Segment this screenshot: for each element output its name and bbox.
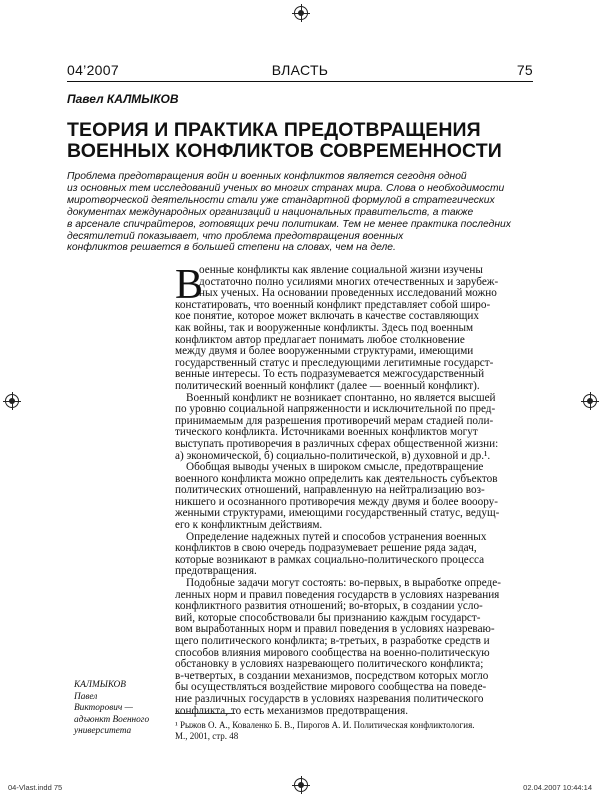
- abstract-line: конфликтов решается в большей степени на словах, чем на деле.: [67, 242, 396, 254]
- abstract-line: миротворческой деятельности стали уже стандартной формулой в стратегических: [67, 194, 495, 206]
- footnote-rule: [175, 713, 235, 714]
- body-line: венные интересы. То есть подразумевается межгосударственный: [175, 368, 485, 381]
- footnote-line: М., 2001, стр. 48: [175, 730, 239, 741]
- body-line: Военный конфликт не возникает спонтанно, но является высшей: [186, 391, 496, 404]
- body-line: конфликтного развития отношений; во-вторых, в создании усло-: [175, 600, 483, 613]
- body-line: предотвращения.: [175, 565, 257, 578]
- abstract-line: из основных тем исследований ученых во многих странах мира. Слова о необходимости: [67, 182, 505, 194]
- body-line: констатировать, что военный конфликт представляет собой широ-: [175, 298, 491, 311]
- body-line: Подобные задачи могут состоять: во-первых, в выработке опреде-: [186, 577, 501, 590]
- body-line: политических отношений, направленную на нейтрализацию воз-: [175, 484, 485, 497]
- body-line: государственный статус и преследующими легитимные государст-: [175, 356, 494, 369]
- abstract-line: Проблема предотвращения войн и военных конфликтов является сегодня одной: [67, 171, 467, 182]
- page-number: 75: [516, 62, 533, 78]
- author-name: Павел КАЛМЫКОВ: [67, 92, 179, 106]
- body-line: конфликтом автор предлагает понимать любое столкновение: [175, 333, 465, 346]
- body-line: вом выработанных норм и правил поведения в условиях назреваю-: [175, 623, 495, 636]
- paragraph: [175, 262, 533, 393]
- sidebar-line: адъюнкт Военного: [74, 714, 150, 725]
- sidebar-line: университета: [74, 726, 132, 737]
- registration-mark-bottom: [294, 778, 308, 792]
- title-line: ВОЕННЫХ КОНФЛИКТОВ СОВРЕМЕННОСТИ: [67, 140, 502, 162]
- body-line: вий, которые способствовали бы признанию каждым государст-: [175, 611, 481, 624]
- body-line: кое понятие, которое может включать в качестве составляющих: [175, 310, 479, 323]
- body-line: обстановку в условиях назревающего политического конфликта;: [175, 658, 484, 671]
- body-line: между двумя и более вооруженными структурами, имеющими: [175, 345, 474, 358]
- body-line: которые возникают в рамках социально-политического процесса: [175, 553, 485, 566]
- registration-mark-top: [294, 6, 308, 20]
- body-line: конфликтов в свою очередь подразумевает решение ряда задач,: [175, 542, 477, 555]
- registration-mark-left: [5, 394, 19, 408]
- body-line: а) экономической, б) социально-политической, в) духовной и др.¹.: [175, 449, 491, 462]
- body-line: женными структурами, имеющими государственный статус, ведущ-: [175, 507, 500, 520]
- article-title: [67, 120, 560, 162]
- body-line: ных ученых. На основании проведенных исследований можно: [199, 287, 497, 300]
- body-line: политический военный конфликт (далее — военный конфликт).: [175, 379, 480, 392]
- header-rule: [67, 81, 533, 82]
- print-slug-file: 04-Vlast.indd 75: [8, 783, 63, 792]
- abstract-line: в арсенале спичрайтеров, готовящих речи политикам. Тем не менее практика последних: [67, 218, 511, 230]
- author-sidebar: [74, 680, 149, 738]
- footnote: [175, 720, 533, 741]
- abstract-line: десятилетий показывает, что проблема предотвращения военных: [67, 230, 404, 242]
- body-line: способов влияния мирового сообщества на военно-политическую: [175, 646, 490, 659]
- paragraph: [175, 462, 533, 532]
- title-line: ТЕОРИЯ И ПРАКТИКА ПРЕДОТВРАЩЕНИЯ: [67, 119, 481, 141]
- running-header: [67, 62, 533, 80]
- issue-number: 04’2007: [67, 62, 119, 78]
- footnote-line: ¹ Рыжов О. А., Коваленко Б. В., Пирогов А. И. Политическая конфликтология.: [175, 720, 475, 730]
- section-name: ВЛАСТЬ: [271, 62, 329, 78]
- print-slug-datetime: 02.04.2007 10:44:14: [523, 783, 592, 792]
- body-line: щего политического конфликта; в-третьих, в разработке средств и: [175, 635, 490, 647]
- body-line: Обобщая выводы ученых в широком смысле, предотвращение: [186, 461, 484, 474]
- body-line: по уровню социальной напряженности и исключительной по пред-: [175, 403, 496, 416]
- body-line: ние различных государств в условиях назревания политического: [175, 692, 484, 705]
- body-line: бы осуществляться воздействие мирового сообщества на поведе-: [175, 681, 487, 694]
- paragraph: [175, 532, 533, 578]
- body-line: конфликта, то есть механизмов предотвращения.: [175, 704, 409, 717]
- body-line: оенные конфликты как явление социальной жизни изучены: [199, 264, 483, 276]
- abstract: [67, 171, 537, 254]
- sidebar-line: Павел: [74, 691, 98, 702]
- body-line: достаточно полно усилиями многих отечественных и зарубеж-: [199, 275, 499, 288]
- article-body: [175, 262, 533, 717]
- sidebar-line: КАЛМЫКОВ: [74, 680, 126, 690]
- sidebar-line: Викторович —: [74, 703, 133, 714]
- body-line: военного конфликта можно определить как деятельность субъектов: [175, 472, 498, 485]
- body-line: ленных норм и правил поведения государств в условиях назревания: [175, 588, 500, 601]
- body-line: никшего и осознанного противоречия между двумя и более вооору-: [175, 495, 498, 508]
- registration-mark-right: [583, 394, 597, 408]
- body-line: принимаемым для разрешения противоречий мерам стадией поли-: [175, 414, 494, 427]
- abstract-line: документах международных организаций и национальных правительств, а также: [67, 206, 474, 218]
- drop-cap: В: [175, 262, 204, 308]
- body-line: выступать противоречия в различных сферах общественной жизни:: [175, 437, 499, 450]
- body-line: Определение надежных путей и способов устранения военных: [186, 530, 487, 543]
- body-line: в-четвертых, в создании механизмов, посредством которых могло: [175, 669, 489, 682]
- body-line: тического конфликта. Источниками военных конфликтов могут: [175, 426, 478, 439]
- body-line: его к конфликтным действиям.: [175, 519, 323, 532]
- paragraph: [175, 578, 533, 717]
- body-line: как войны, так и вооруженные конфликты. Здесь под военным: [175, 321, 474, 334]
- paragraph: [175, 393, 533, 463]
